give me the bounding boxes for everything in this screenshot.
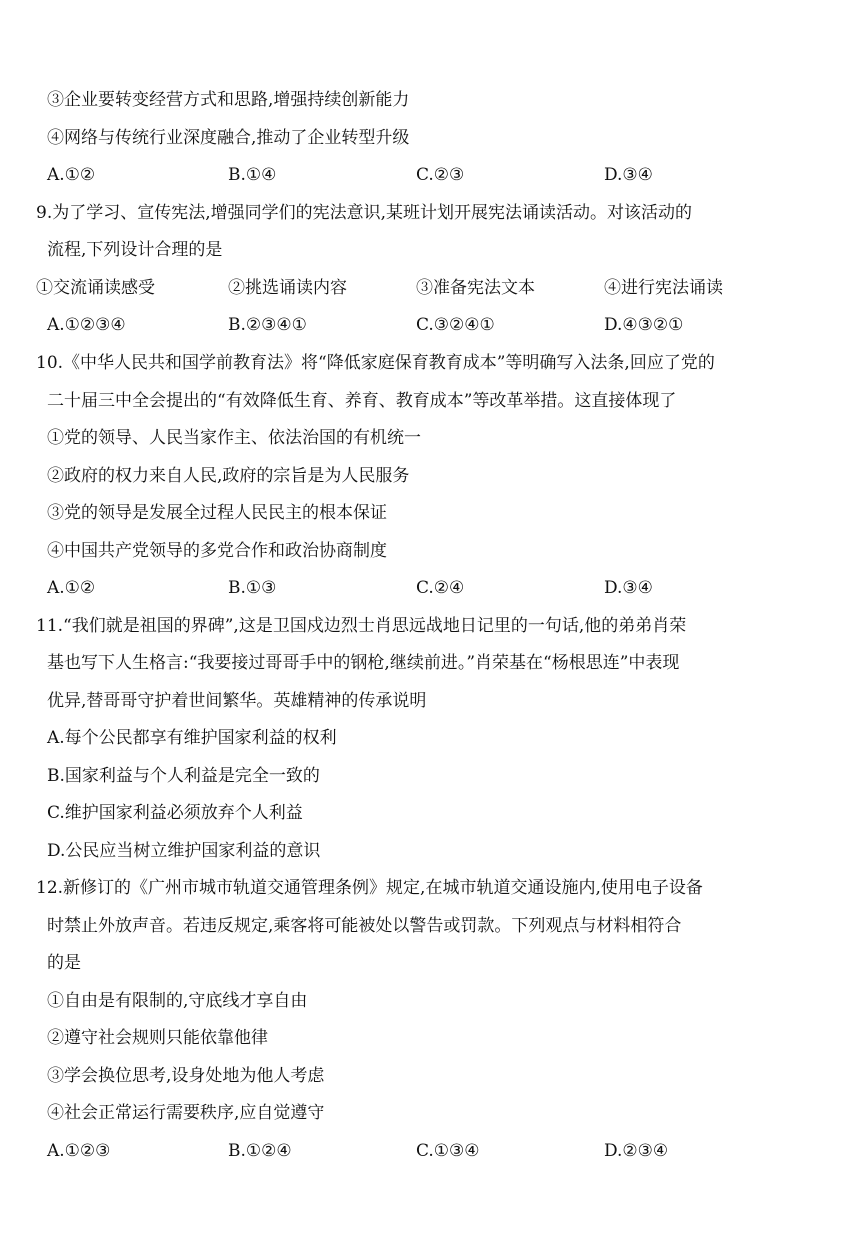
q10-choices — [0, 576, 860, 600]
q11-option-d[interactable]: D.公民应当树立维护国家利益的意识 — [47, 841, 321, 861]
q11-stem-line-3: 优异,替哥哥守护着世间繁华。英雄精神的传承说明 — [47, 691, 427, 711]
q9-stem-line-2: 流程,下列设计合理的是 — [47, 240, 223, 260]
q10-choice-d[interactable]: D.③④ — [604, 578, 653, 598]
q10-stem-line-1: 10.《中华人民共和国学前教育法》将“降低家庭保育教育成本”等明确写入法条,回应了党的 — [36, 353, 715, 373]
q8-choices — [0, 163, 860, 187]
q12-stem-line-2: 时禁止外放声音。若违反规定,乘客将可能被处以警告或罚款。下列观点与材料相符合 — [47, 916, 682, 936]
q11-stem-line-2: 基也写下人生格言:“我要接过哥哥手中的钢枪,继续前进。”肖荣基在“杨根思连”中表现 — [47, 653, 680, 673]
q11-option-a[interactable]: A.每个公民都享有维护国家利益的权利 — [47, 728, 337, 748]
q12-choices — [0, 1139, 860, 1163]
q11-option-c[interactable]: C.维护国家利益必须放弃个人利益 — [47, 803, 303, 823]
q10-choice-a[interactable]: A.①② — [47, 578, 96, 598]
q8-choice-d[interactable]: D.③④ — [604, 165, 653, 185]
q9-choice-d[interactable]: D.④③②① — [604, 315, 684, 335]
q12-choice-a[interactable]: A.①②③ — [47, 1141, 111, 1161]
q10-choice-b[interactable]: B.①③ — [228, 578, 277, 598]
q9-choices — [0, 313, 860, 337]
q8-choice-b[interactable]: B.①④ — [228, 165, 277, 185]
q10-choice-c[interactable]: C.②④ — [416, 578, 465, 598]
q12-choice-b[interactable]: B.①②④ — [228, 1141, 292, 1161]
q12-item-3: ③学会换位思考,设身处地为他人考虑 — [47, 1066, 325, 1086]
q12-item-1: ①自由是有限制的,守底线才享自由 — [47, 991, 308, 1011]
q9-choice-b[interactable]: B.②③④① — [228, 315, 307, 335]
q8-choice-a[interactable]: A.①② — [47, 165, 96, 185]
q8-item-3: ③企业要转变经营方式和思路,增强持续创新能力 — [47, 90, 410, 110]
q10-item-1: ①党的领导、人民当家作主、依法治国的有机统一 — [47, 428, 421, 448]
q10-item-2: ②政府的权力来自人民,政府的宗旨是为人民服务 — [47, 466, 410, 486]
q8-choice-c[interactable]: C.②③ — [416, 165, 465, 185]
q12-stem-line-1: 12.新修订的《广州市城市轨道交通管理条例》规定,在城市轨道交通设施内,使用电子设备 — [36, 878, 703, 898]
q12-choice-d[interactable]: D.②③④ — [604, 1141, 669, 1161]
q10-item-4: ④中国共产党领导的多党合作和政治协商制度 — [47, 541, 387, 561]
q12-stem-line-3: 的是 — [47, 953, 81, 973]
q12-choice-c[interactable]: C.①③④ — [416, 1141, 480, 1161]
q9-item-1: ①交流诵读感受 — [36, 278, 155, 298]
q9-item-2: ②挑选诵读内容 — [228, 278, 347, 298]
q12-item-4: ④社会正常运行需要秩序,应自觉遵守 — [47, 1103, 325, 1123]
q8-item-4: ④网络与传统行业深度融合,推动了企业转型升级 — [47, 128, 410, 148]
q9-item-4: ④进行宪法诵读 — [604, 278, 723, 298]
q11-stem-line-1: 11.“我们就是祖国的界碑”,这是卫国戍边烈士肖思远战地日记里的一句话,他的弟弟肖荣 — [36, 616, 687, 636]
q11-option-b[interactable]: B.国家利益与个人利益是完全一致的 — [47, 766, 320, 786]
q9-choice-c[interactable]: C.③②④① — [416, 315, 495, 335]
q9-item-3: ③准备宪法文本 — [416, 278, 535, 298]
q12-item-2: ②遵守社会规则只能依靠他律 — [47, 1028, 268, 1048]
q9-choice-a[interactable]: A.①②③④ — [47, 315, 126, 335]
q9-stem-line-1: 9.为了学习、宣传宪法,增强同学们的宪法意识,某班计划开展宪法诵读活动。对该活动的 — [36, 203, 693, 223]
q10-item-3: ③党的领导是发展全过程人民民主的根本保证 — [47, 503, 387, 523]
q10-stem-line-2: 二十届三中全会提出的“有效降低生育、养育、教育成本”等改革举措。这直接体现了 — [47, 391, 677, 411]
q9-items — [0, 276, 860, 300]
